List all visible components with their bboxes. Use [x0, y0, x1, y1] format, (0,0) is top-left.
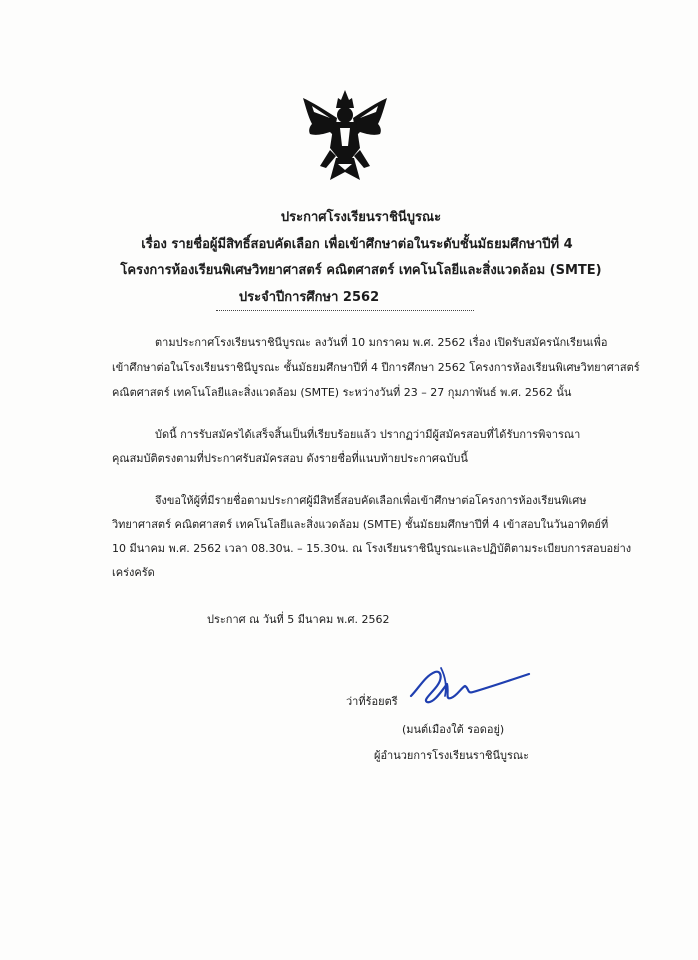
paragraph-3-line-3: 10 มีนาคม พ.ศ. 2562 เวลา 08.30น. – 15.30น. ณ โรงเรียนราชินีบูรณะและปฏิบัติตามระเบียบการสอบอย่าง [112, 542, 632, 555]
signer-name: (มนต์เมืองใต้ รอดอยู่) [402, 723, 505, 736]
paragraph-3-line-2: วิทยาศาสตร์ คณิตศาสตร์ เทคโนโลยีและสิ่งแวดล้อม (SMTE) ชั้นมัธยมศึกษาปีที่ 4 เข้าสอบในวันอาทิตย์ที่ [112, 518, 609, 531]
signer-title: ผู้อำนวยการโรงเรียนราชินีบูรณะ [374, 749, 530, 762]
dotted-divider [216, 310, 474, 311]
paragraph-2-line-2: คุณสมบัติตรงตามที่ประกาศรับสมัครสอบ ดังรายชื่อที่แนบท้ายประกาศฉบับนี้ [112, 452, 468, 465]
signature-rank-label: ว่าที่ร้อยตรี [346, 695, 398, 708]
document-subject: เรื่อง รายชื่อผู้มีสิทธิ์สอบคัดเลือก เพื่อเข้าศึกษาต่อในระดับชั้นมัธยมศึกษาปีที่ 4 [141, 237, 573, 252]
garuda-emblem-icon [300, 88, 390, 184]
document-program: โครงการห้องเรียนพิเศษวิทยาศาสตร์ คณิตศาสตร์ เทคโนโลยีและสิ่งแวดล้อม (SMTE) [120, 263, 602, 278]
paragraph-2-line-1: บัดนี้ การรับสมัครได้เสร็จสิ้นเป็นที่เรียบร้อยแล้ว ปรากฏว่ามีผู้สมัครสอบที่ได้รับการพิจารณา [155, 428, 581, 441]
document-header-title: ประกาศโรงเรียนราชินีบูรณะ [280, 210, 442, 225]
handwritten-signature [405, 662, 535, 710]
paragraph-1-line-3: คณิตศาสตร์ เทคโนโลยีและสิ่งแวดล้อม (SMTE) ระหว่างวันที่ 23 – 27 กุมภาพันธ์ พ.ศ. 2562 นั้น [112, 386, 572, 399]
paragraph-3-line-1: จึงขอให้ผู้ที่มีรายชื่อตามประกาศผู้มีสิทธิ์สอบคัดเลือกเพื่อเข้าศึกษาต่อโครงการห้องเรียนพิเศษ [155, 494, 587, 507]
announcement-date: ประกาศ ณ วันที่ 5 มีนาคม พ.ศ. 2562 [207, 613, 390, 626]
document-academic-year: ประจำปีการศึกษา 2562 [238, 290, 380, 305]
paragraph-3-line-4: เคร่งครัด [112, 566, 155, 579]
paragraph-1-line-1: ตามประกาศโรงเรียนราชินีบูรณะ ลงวันที่ 10 มกราคม พ.ศ. 2562 เรื่อง เปิดรับสมัครนักเรียนเพื่อ [155, 336, 608, 349]
paragraph-1-line-2: เข้าศึกษาต่อในโรงเรียนราชินีบูรณะ ชั้นมัธยมศึกษาปีที่ 4 ปีการศึกษา 2562 โครงการห้องเรียนพิเศษวิทยาศาสตร์ [112, 361, 640, 374]
